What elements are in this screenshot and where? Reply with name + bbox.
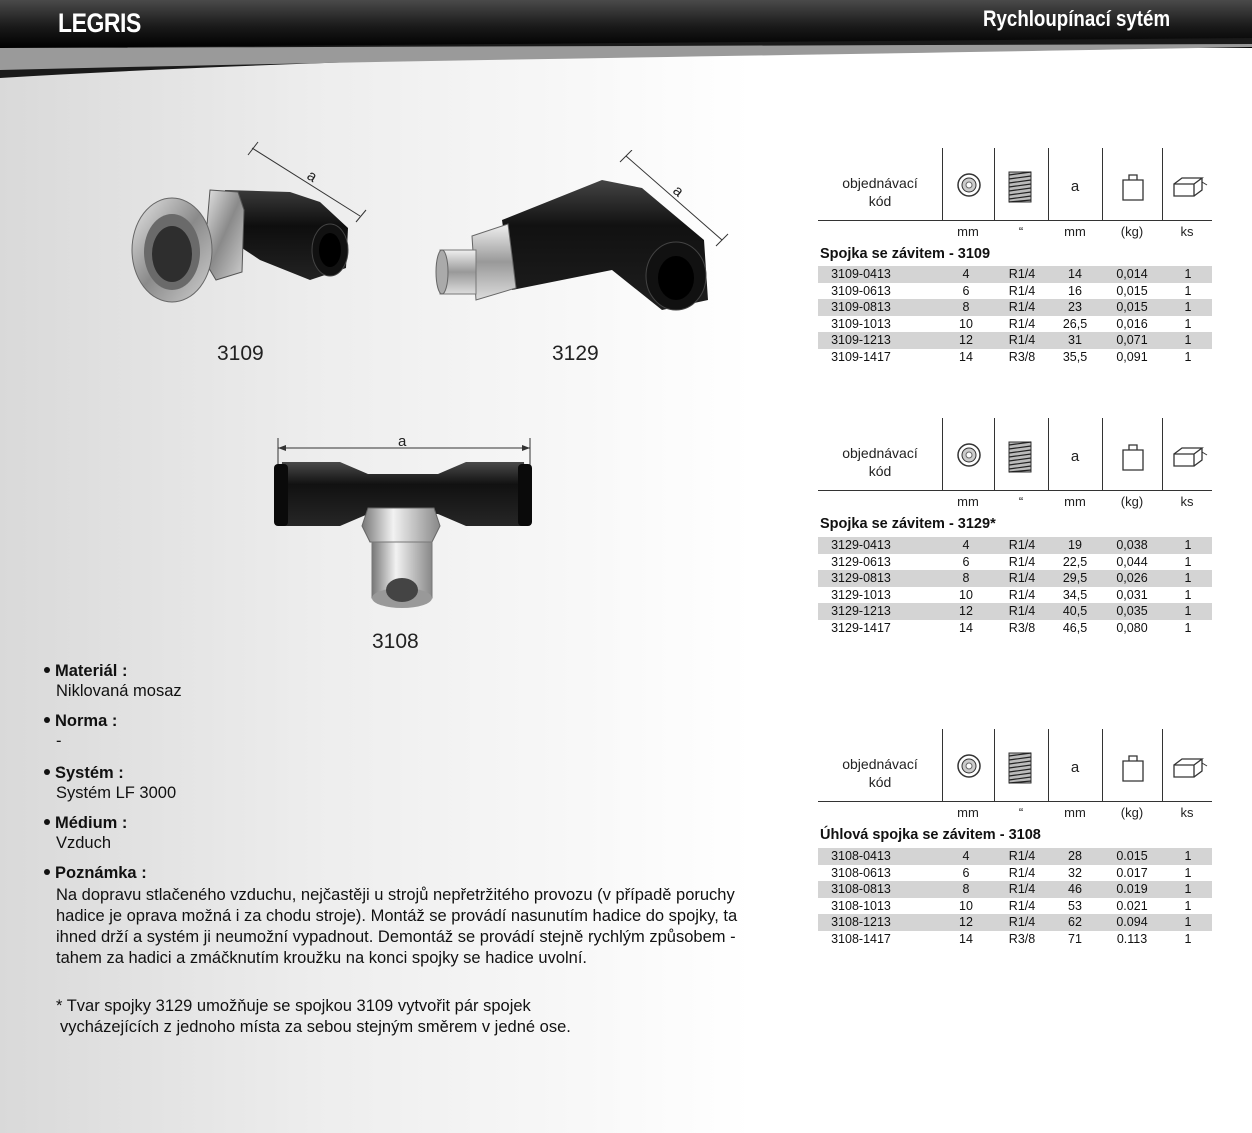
qty-cell: 1 (1184, 915, 1192, 930)
length-a-cell: 53 (1068, 898, 1082, 913)
diameter-cell: 8 (962, 571, 970, 586)
product-photo-3129 (432, 150, 742, 320)
qty-cell: 1 (1184, 267, 1192, 281)
weight-cell: 0.015 (1116, 849, 1148, 863)
order-code-cell: 3129-0413 (831, 538, 891, 552)
table-3109 (818, 148, 1212, 364)
weight-cell: 0,038 (1116, 538, 1148, 552)
footnote-line-2: vycházejících z jednoho místa za sebou stejným směrem v jedné ose. (60, 1018, 571, 1036)
dimension-label: a (669, 182, 687, 201)
length-a-cell: 14 (1068, 267, 1082, 281)
qty-cell: 1 (1184, 316, 1192, 331)
header-order-code: objednávací kód (842, 756, 918, 790)
diameter-cell: 8 (962, 300, 970, 315)
length-a-cell: 23 (1068, 300, 1082, 315)
section-title: Rychloupínací sytém (982, 6, 1170, 31)
diameter-cell: 10 (959, 587, 973, 602)
thread-cell: R1/4 (1008, 300, 1036, 315)
order-code-cell: 3109-1417 (831, 349, 891, 364)
table-row (818, 266, 1212, 283)
product-photo-3109 (120, 140, 380, 320)
qty-cell: 1 (1184, 554, 1192, 569)
spec-note: Poznámka : (44, 864, 147, 883)
diameter-cell: 14 (959, 931, 973, 946)
length-a-cell: 31 (1068, 333, 1082, 348)
weight-cell: 0.017 (1116, 865, 1148, 880)
diameter-cell: 14 (959, 349, 973, 364)
length-a-cell: 35,5 (1062, 349, 1088, 364)
qty-cell: 1 (1184, 571, 1192, 586)
table-row (818, 881, 1212, 898)
header-a: a (1070, 178, 1080, 195)
diameter-cell: 10 (959, 898, 973, 913)
qty-cell: 1 (1184, 538, 1192, 552)
spec-medium: Médium : Vzduch (44, 814, 127, 854)
table-row (818, 332, 1212, 349)
diameter-cell: 4 (962, 538, 970, 552)
diameter-cell: 6 (962, 554, 970, 569)
order-code-cell: 3129-0813 (831, 571, 891, 586)
header-order-code: objednávací kód (842, 175, 918, 209)
table-row (818, 865, 1212, 882)
weight-cell: 0,080 (1116, 620, 1148, 635)
table-row (818, 554, 1212, 571)
brand-logo: LEGRIS (58, 8, 141, 38)
diameter-cell: 6 (962, 283, 970, 298)
thread-icon (1007, 440, 1033, 474)
dimension-label: a (398, 433, 407, 450)
table-row (818, 848, 1212, 865)
order-code-cell: 3108-0613 (831, 865, 891, 880)
qty-cell: 1 (1184, 587, 1192, 602)
table-row (818, 537, 1212, 554)
table-title: Spojka se závitem - 3109 (820, 246, 991, 262)
order-code-cell: 3109-1213 (831, 333, 891, 348)
thread-cell: R1/4 (1008, 587, 1036, 602)
thread-cell: R1/4 (1008, 333, 1036, 348)
header-order-code: objednávací kód (842, 445, 918, 479)
thread-icon (1007, 751, 1033, 785)
bullet-icon (44, 717, 50, 723)
weight-cell: 0,031 (1116, 587, 1148, 602)
length-a-cell: 34,5 (1062, 587, 1088, 602)
order-code-cell: 3108-0813 (831, 882, 891, 897)
length-a-cell: 29,5 (1062, 571, 1088, 586)
qty-cell: 1 (1184, 849, 1192, 863)
length-a-cell: 16 (1068, 283, 1082, 298)
qty-cell: 1 (1184, 300, 1192, 315)
bullet-icon (44, 869, 50, 875)
table-row (818, 299, 1212, 316)
thread-cell: R1/4 (1008, 849, 1036, 863)
diameter-cell: 4 (962, 849, 970, 863)
order-code-cell: 3109-0813 (831, 300, 891, 315)
table-body (818, 266, 1212, 366)
diameter-cell: 8 (962, 882, 970, 897)
footnote-line-1: * Tvar spojky 3129 umožňuje se spojkou 3109 vytvořit pár spojek (56, 997, 531, 1015)
table-title: Spojka se závitem - 3129* (820, 516, 996, 532)
note-text: Na dopravu stlačeného vzduchu, nejčastěji u strojů nepřetržitého provozu (v případě poruchy hadice je oprava možná i za chodu stroje). Montáž se provádí nasunutím hadice do spojky, ta ihned drží a systém ji neumožní vypadnout. Demontáž se provádí stejně rychlým způsobem - tahem za hadici a zmáčknutím kroužku na konci spojky se hadice uvolní. (56, 886, 738, 967)
order-code-cell: 3129-0613 (831, 554, 891, 569)
diameter-cell: 6 (962, 865, 970, 880)
weight-cell: 0,091 (1116, 349, 1148, 364)
table-row (818, 570, 1212, 587)
table-3129 (818, 418, 1212, 635)
qty-cell: 1 (1184, 898, 1192, 913)
qty-cell: 1 (1184, 349, 1192, 364)
order-code-cell: 3108-0413 (831, 849, 891, 863)
table-header: objednávací kód a mm “ mm (kg) ks (818, 148, 1212, 240)
tube-diameter-icon (956, 753, 982, 779)
thread-cell: R1/4 (1008, 538, 1036, 552)
order-code-cell: 3129-1417 (831, 620, 891, 635)
thread-cell: R3/8 (1008, 620, 1036, 635)
order-code-cell: 3109-1013 (831, 316, 891, 331)
length-a-cell: 19 (1068, 538, 1082, 552)
weight-icon (1120, 442, 1146, 472)
table-row (818, 349, 1212, 366)
weight-icon (1120, 753, 1146, 783)
table-row (818, 931, 1212, 948)
qty-cell: 1 (1184, 865, 1192, 880)
length-a-cell: 28 (1068, 849, 1082, 863)
thread-cell: R1/4 (1008, 898, 1036, 913)
order-code-cell: 3108-1213 (831, 915, 891, 930)
order-code-cell: 3108-1417 (831, 931, 891, 946)
weight-cell: 0,015 (1116, 300, 1148, 315)
weight-icon (1120, 172, 1146, 202)
product-caption-3129: 3129 (552, 342, 599, 365)
diameter-cell: 12 (959, 333, 973, 348)
product-caption-3109: 3109 (217, 342, 264, 365)
table-row (818, 898, 1212, 915)
order-code-cell: 3129-1013 (831, 587, 891, 602)
length-a-cell: 26,5 (1062, 316, 1088, 331)
thread-cell: R1/4 (1008, 915, 1036, 930)
spec-material: Materiál : Niklovaná mosaz (44, 662, 182, 702)
weight-cell: 0,071 (1116, 333, 1148, 348)
bullet-icon (44, 667, 50, 673)
order-code-cell: 3129-1213 (831, 604, 891, 619)
diameter-cell: 14 (959, 620, 973, 635)
spec-system: Systém : Systém LF 3000 (44, 764, 176, 804)
table-row (818, 620, 1212, 637)
thread-cell: R1/4 (1008, 267, 1036, 281)
qty-cell: 1 (1184, 283, 1192, 298)
order-code-cell: 3109-0413 (831, 267, 891, 281)
table-row (818, 283, 1212, 300)
package-icon (1172, 757, 1208, 779)
order-code-cell: 3108-1013 (831, 898, 891, 913)
table-3108 (818, 729, 1212, 946)
weight-cell: 0,044 (1116, 554, 1148, 569)
weight-cell: 0,014 (1116, 267, 1148, 281)
weight-cell: 0,026 (1116, 571, 1148, 586)
length-a-cell: 46,5 (1062, 620, 1088, 635)
tube-diameter-icon (956, 442, 982, 468)
thread-cell: R1/4 (1008, 604, 1036, 619)
length-a-cell: 22,5 (1062, 554, 1088, 569)
table-row (818, 914, 1212, 931)
table-row (818, 587, 1212, 604)
table-row (818, 603, 1212, 620)
qty-cell: 1 (1184, 620, 1192, 635)
header-a: a (1070, 448, 1080, 465)
bullet-icon (44, 819, 50, 825)
thread-cell: R3/8 (1008, 349, 1036, 364)
diameter-cell: 10 (959, 316, 973, 331)
diameter-cell: 4 (962, 267, 970, 281)
table-body (818, 848, 1212, 948)
header-a: a (1070, 759, 1080, 776)
product-photo-3108 (268, 430, 538, 615)
weight-cell: 0,015 (1116, 283, 1148, 298)
thread-cell: R1/4 (1008, 882, 1036, 897)
header-swoosh (0, 38, 1252, 78)
length-a-cell: 32 (1068, 865, 1082, 880)
bullet-icon (44, 769, 50, 775)
thread-cell: R3/8 (1008, 931, 1036, 946)
qty-cell: 1 (1184, 333, 1192, 348)
weight-cell: 0.113 (1116, 931, 1148, 946)
thread-cell: R1/4 (1008, 571, 1036, 586)
diameter-cell: 12 (959, 604, 973, 619)
product-caption-3108: 3108 (372, 630, 419, 653)
dimension-label: a (303, 166, 320, 186)
dimension-a-3108 (278, 433, 530, 466)
spec-norm: Norma : - (44, 712, 117, 752)
weight-cell: 0.094 (1116, 915, 1148, 930)
package-icon (1172, 446, 1208, 468)
thread-cell: R1/4 (1008, 554, 1036, 569)
order-code-cell: 3109-0613 (831, 283, 891, 298)
thread-icon (1007, 170, 1033, 204)
thread-cell: R1/4 (1008, 283, 1036, 298)
length-a-cell: 71 (1068, 931, 1082, 946)
thread-cell: R1/4 (1008, 316, 1036, 331)
qty-cell: 1 (1184, 931, 1192, 946)
diameter-cell: 12 (959, 915, 973, 930)
length-a-cell: 46 (1068, 882, 1082, 897)
length-a-cell: 40,5 (1062, 604, 1088, 619)
weight-cell: 0.021 (1116, 898, 1148, 913)
table-row (818, 316, 1212, 333)
qty-cell: 1 (1184, 882, 1192, 897)
weight-cell: 0,016 (1116, 316, 1148, 331)
weight-cell: 0,035 (1116, 604, 1148, 619)
table-title: Úhlová spojka se závitem - 3108 (820, 827, 1041, 843)
length-a-cell: 62 (1068, 915, 1082, 930)
table-body (818, 537, 1212, 637)
qty-cell: 1 (1184, 604, 1192, 619)
package-icon (1172, 176, 1208, 198)
weight-cell: 0.019 (1116, 882, 1148, 897)
thread-cell: R1/4 (1008, 865, 1036, 880)
tube-diameter-icon (956, 172, 982, 198)
table-header: objednávací kód a mm “ mm (kg) ks (818, 729, 1212, 821)
table-header: objednávací kód a mm “ mm (kg) ks (818, 418, 1212, 510)
